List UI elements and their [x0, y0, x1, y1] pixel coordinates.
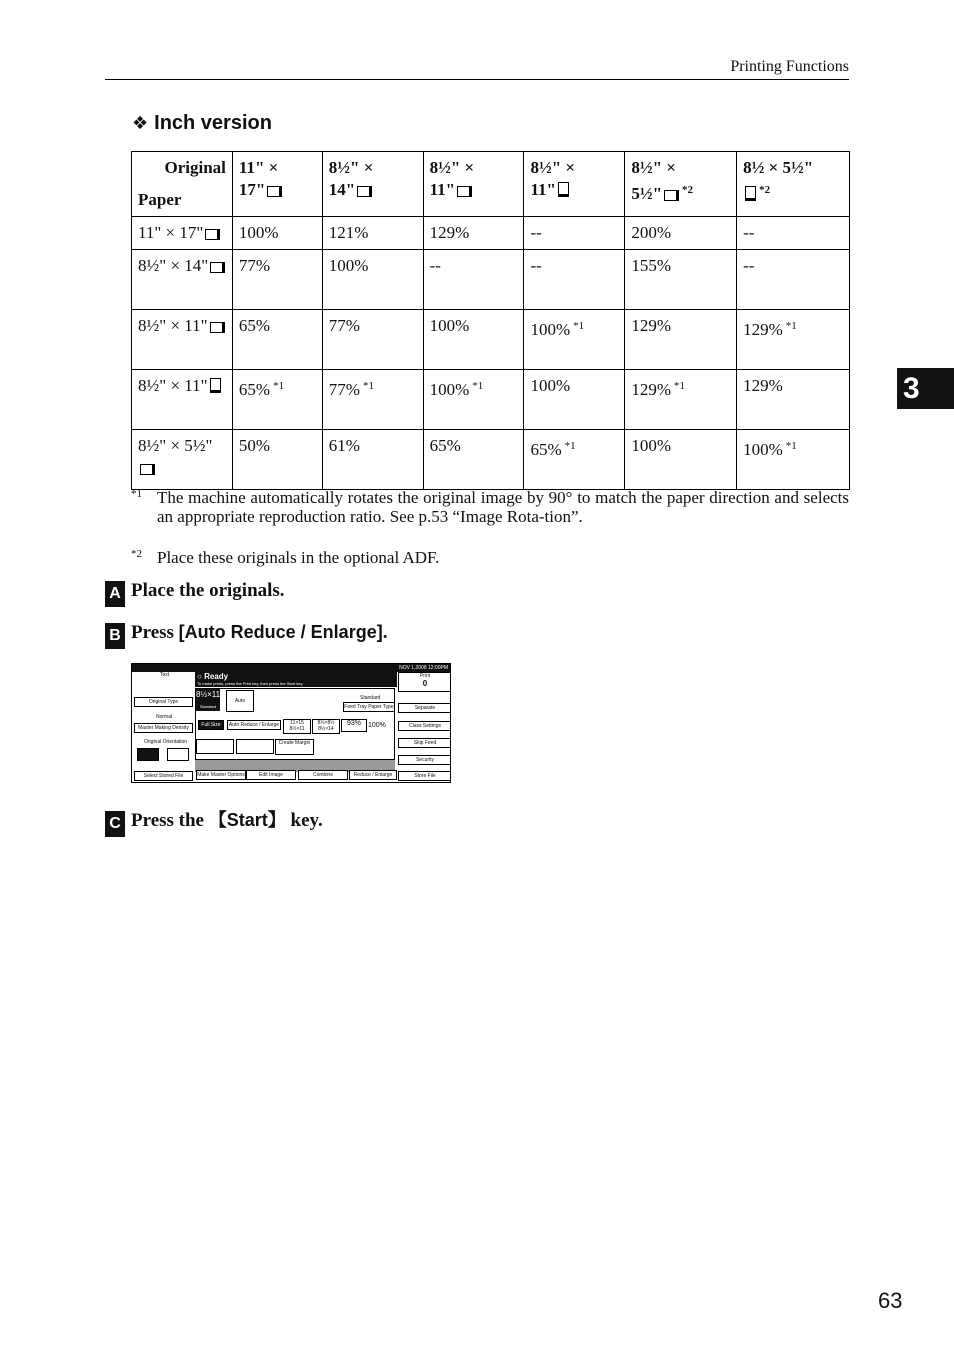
ratio-footnote-ref: *1: [673, 380, 685, 392]
column-times: ×: [662, 158, 676, 177]
ratio-cell: [322, 217, 423, 250]
paper-landscape-icon: [664, 190, 679, 201]
orientation-portrait-button[interactable]: [137, 748, 159, 761]
row-label: 8½" × 5½": [138, 436, 213, 455]
row-label: 11" × 17": [138, 223, 204, 242]
step-number-icon: A: [105, 581, 125, 607]
ratio-value: 100%: [743, 440, 783, 459]
column-header: [737, 152, 850, 217]
header-rule: [105, 79, 849, 80]
ratio-value: 65%: [238, 380, 271, 399]
panel-ready-status: ○ Ready: [195, 672, 397, 681]
skip-feed-button[interactable]: Skip Feed: [398, 738, 451, 748]
panel-text-label: Text: [160, 672, 170, 678]
ratio-cell: [232, 250, 322, 310]
column-footnote-ref: *2: [682, 184, 694, 196]
original-label: Original: [164, 158, 226, 177]
ratio-value: 100%: [631, 436, 671, 455]
ratio-cell: [625, 250, 737, 310]
ratio-cell: [625, 430, 737, 490]
row-label: 8½" × 11": [138, 316, 208, 335]
table-corner-cell: [132, 152, 233, 217]
full-size-button[interactable]: Full Size: [198, 720, 224, 730]
orientation-landscape-button[interactable]: [167, 748, 189, 761]
column-height: 14": [328, 180, 356, 199]
step-2: [105, 622, 387, 649]
control-panel-screenshot: [131, 663, 451, 783]
column-height: 11": [429, 180, 456, 199]
paper-portrait-icon: [210, 378, 221, 393]
panel-datetime: NOV 1,2008 12:00PM: [399, 665, 448, 671]
row-label: 8½" × 14": [138, 256, 209, 275]
table-row: [132, 430, 850, 490]
column-height: 17": [238, 180, 266, 199]
ratio-value: 77%: [238, 256, 271, 275]
table-row: [132, 217, 850, 250]
column-header: [322, 152, 423, 217]
original-type-button[interactable]: Original Type: [134, 697, 193, 707]
ratio-value: 65%: [530, 440, 562, 459]
ratio-value: 129%: [429, 223, 470, 242]
ratio-cell: [625, 310, 737, 370]
paper-portrait-icon: [558, 182, 569, 197]
ratio-cell: [737, 370, 850, 430]
ratio-cell: [322, 370, 423, 430]
paper-landscape-icon: [210, 262, 225, 273]
paper-landscape-icon: [140, 464, 155, 475]
ratio-value: 65%: [429, 436, 461, 455]
ratio-cell: [232, 310, 322, 370]
ratio-footnote-ref: *1: [362, 380, 374, 392]
ratio-cell: [524, 250, 625, 310]
column-times: ×: [561, 158, 576, 177]
ratio-value: 129%: [743, 376, 783, 395]
auto-paper-button[interactable]: Auto: [226, 690, 254, 712]
class-settings-button[interactable]: Class Settings: [398, 721, 451, 731]
ratio-footnote-ref: *1: [472, 380, 484, 392]
ratio-footnote-ref: *1: [564, 440, 576, 452]
ratio-cell: [423, 430, 524, 490]
section-heading: [132, 112, 272, 135]
column-times: ×: [359, 158, 374, 177]
running-header: Printing Functions: [730, 58, 849, 75]
ratio-value: 121%: [328, 223, 369, 242]
ratio-value: 77%: [328, 380, 360, 399]
column-times: ×: [460, 158, 475, 177]
ratio-table: [131, 151, 850, 490]
paper-indicator: [196, 689, 220, 711]
ratio-cell: [232, 430, 322, 490]
ratio-display: 100%: [368, 722, 386, 729]
ratio-value: 129%: [631, 316, 671, 335]
column-header: [232, 152, 322, 217]
footnote-text: Place these originals in the optional ADF.: [157, 548, 440, 567]
footnote-mark: *1: [131, 488, 142, 500]
column-header: [625, 152, 737, 217]
column-header: [524, 152, 625, 217]
ratio-cell: [737, 430, 850, 490]
paper-landscape-icon: [205, 229, 220, 240]
store-file-button[interactable]: Store File: [398, 771, 451, 781]
ratio-value: --: [743, 223, 755, 242]
column-width: 8½": [631, 158, 663, 177]
ratio-footnote-ref: *1: [573, 320, 585, 332]
step-number-icon: B: [105, 623, 125, 649]
ratio-value: 100%: [429, 380, 470, 399]
paper-portrait-icon: [745, 186, 756, 201]
ratio-footnote-ref: *1: [785, 320, 797, 332]
footnote-text: The machine automatically rotates the original image by 90° to match the paper direction and selects an appropriate reproduction ratio. See p.53 “Image Rota-tion”.: [157, 488, 849, 526]
ratio-cell: [322, 430, 423, 490]
ratio-cell: [625, 217, 737, 250]
table-row: [132, 370, 850, 430]
ratio-cell: [524, 430, 625, 490]
column-footnote-ref: *2: [759, 184, 771, 196]
ratio-cell: [322, 250, 423, 310]
paper-indicator-text: 8½×11: [196, 690, 221, 699]
panel-standard-label: Standard: [360, 695, 381, 701]
ratio-value: 100%: [530, 320, 571, 339]
column-width: 8½": [530, 158, 562, 177]
reduce-enlarge-button[interactable]: Reduce / Enlarge: [349, 770, 397, 780]
ratio-value: 100%: [429, 316, 470, 335]
ratio-value: 77%: [328, 316, 360, 335]
print-count: 0: [422, 679, 428, 688]
security-button[interactable]: Security: [398, 755, 451, 765]
ratio-value: --: [530, 223, 542, 242]
footnote-mark: *2: [131, 548, 142, 560]
step-text: Press: [131, 622, 179, 643]
ratio-value: 155%: [631, 256, 671, 275]
step-number-icon: C: [105, 811, 125, 837]
print-counter: [398, 672, 451, 692]
ratio-value: 100%: [328, 256, 369, 275]
ratio-value: --: [429, 256, 441, 275]
ratio-cell: [524, 217, 625, 250]
ratio-cell: [524, 310, 625, 370]
ratio-value: 50%: [238, 436, 271, 455]
ratio-cell: [524, 370, 625, 430]
ratio-cell: [423, 250, 524, 310]
panel-topbar: [132, 664, 450, 672]
ratio-value: 65%: [238, 316, 271, 335]
preset-ratio-button-1[interactable]: 11×15 8½×11: [283, 719, 311, 734]
ratio-cell: [423, 217, 524, 250]
combine-layout-button-2[interactable]: [236, 739, 274, 754]
paper-landscape-icon: [357, 186, 372, 197]
combine-button[interactable]: Combine: [298, 770, 348, 780]
table-row: [132, 250, 850, 310]
table-row: [132, 310, 850, 370]
diamond-icon: ❖: [132, 113, 149, 133]
paper-indicator-sub: Standard: [199, 704, 217, 709]
paper-label: Paper: [138, 190, 182, 209]
column-width: 8½ × 5½": [743, 158, 814, 177]
step-text: Place the originals.: [131, 580, 285, 601]
step-text: Press the: [131, 810, 209, 831]
panel-orientation-label: Original Orientation: [144, 739, 188, 745]
select-stored-file-button[interactable]: Select Stored File: [134, 771, 193, 781]
create-margin-button[interactable]: Create Margin: [275, 739, 314, 755]
ratio-cell: [232, 370, 322, 430]
column-header: [423, 152, 524, 217]
row-header: [132, 217, 233, 250]
ratio-value: --: [743, 256, 755, 275]
separate-button[interactable]: Separate: [398, 703, 451, 713]
column-width: 8½": [328, 158, 360, 177]
ready-text: Ready: [204, 672, 229, 681]
ratio-cell: [423, 310, 524, 370]
step-1: [105, 580, 285, 607]
chapter-tab: 3: [897, 368, 954, 409]
ratio-cell: [737, 310, 850, 370]
panel-normal-label: Normal: [156, 714, 173, 720]
row-header: [132, 250, 233, 310]
step-text-end: .: [382, 622, 388, 643]
column-height: 5½": [631, 184, 663, 203]
ratio-cell: [423, 370, 524, 430]
row-header: [132, 310, 233, 370]
auto-reduce-enlarge-button[interactable]: Auto Reduce / Enlarge: [228, 722, 280, 728]
ratio-footnote-ref: *1: [785, 440, 797, 452]
row-header: [132, 370, 233, 430]
column-times: ×: [264, 158, 279, 177]
column-width: 11": [238, 158, 265, 177]
ratio-footnote-ref: *1: [273, 380, 285, 392]
key-label: [Auto Reduce / Enlarge]: [178, 622, 383, 642]
ratio-value: 61%: [328, 436, 360, 455]
ratio-cell: [737, 217, 850, 250]
print-label: Print: [419, 673, 431, 679]
preset-ratio-button-2[interactable]: 8½×8½ 8½×14: [312, 719, 340, 734]
paper-landscape-icon: [267, 186, 282, 197]
paper-landscape-icon: [210, 322, 225, 333]
combine-layout-button-1[interactable]: [196, 739, 234, 754]
step-3: [105, 806, 323, 837]
table-header-row: [132, 152, 850, 217]
feed-tray-button[interactable]: Feed Tray Paper Type: [344, 704, 394, 710]
section-title: Inch version: [154, 112, 272, 134]
make-master-options-button[interactable]: Make Master Options: [197, 772, 245, 778]
ratio-cell: [625, 370, 737, 430]
panel-message: To make prints, press the Print key, then press the Start key.: [195, 681, 397, 687]
ratio-cell: [322, 310, 423, 370]
master-density-button[interactable]: Master Making Density: [134, 723, 193, 733]
column-width: 8½": [429, 158, 461, 177]
row-label: 8½" × 11": [138, 376, 208, 395]
row-header: [132, 430, 233, 490]
key-label: 【Start】: [208, 810, 286, 830]
ratio-value: 129%: [631, 380, 671, 399]
ratio-value: 100%: [530, 376, 571, 395]
ratio-value: 129%: [743, 320, 783, 339]
ratio-cell: [232, 217, 322, 250]
page-number: 63: [878, 1288, 903, 1313]
paper-landscape-icon: [457, 186, 472, 197]
ratio-value: 200%: [631, 223, 671, 242]
ratio-value: --: [530, 256, 542, 275]
edit-image-button[interactable]: Edit Image: [246, 770, 296, 780]
ratio-button[interactable]: 93%: [341, 719, 367, 732]
column-height: 11": [530, 180, 556, 199]
ratio-value: 100%: [238, 223, 279, 242]
step-text-end: key.: [285, 810, 323, 831]
ratio-cell: [737, 250, 850, 310]
